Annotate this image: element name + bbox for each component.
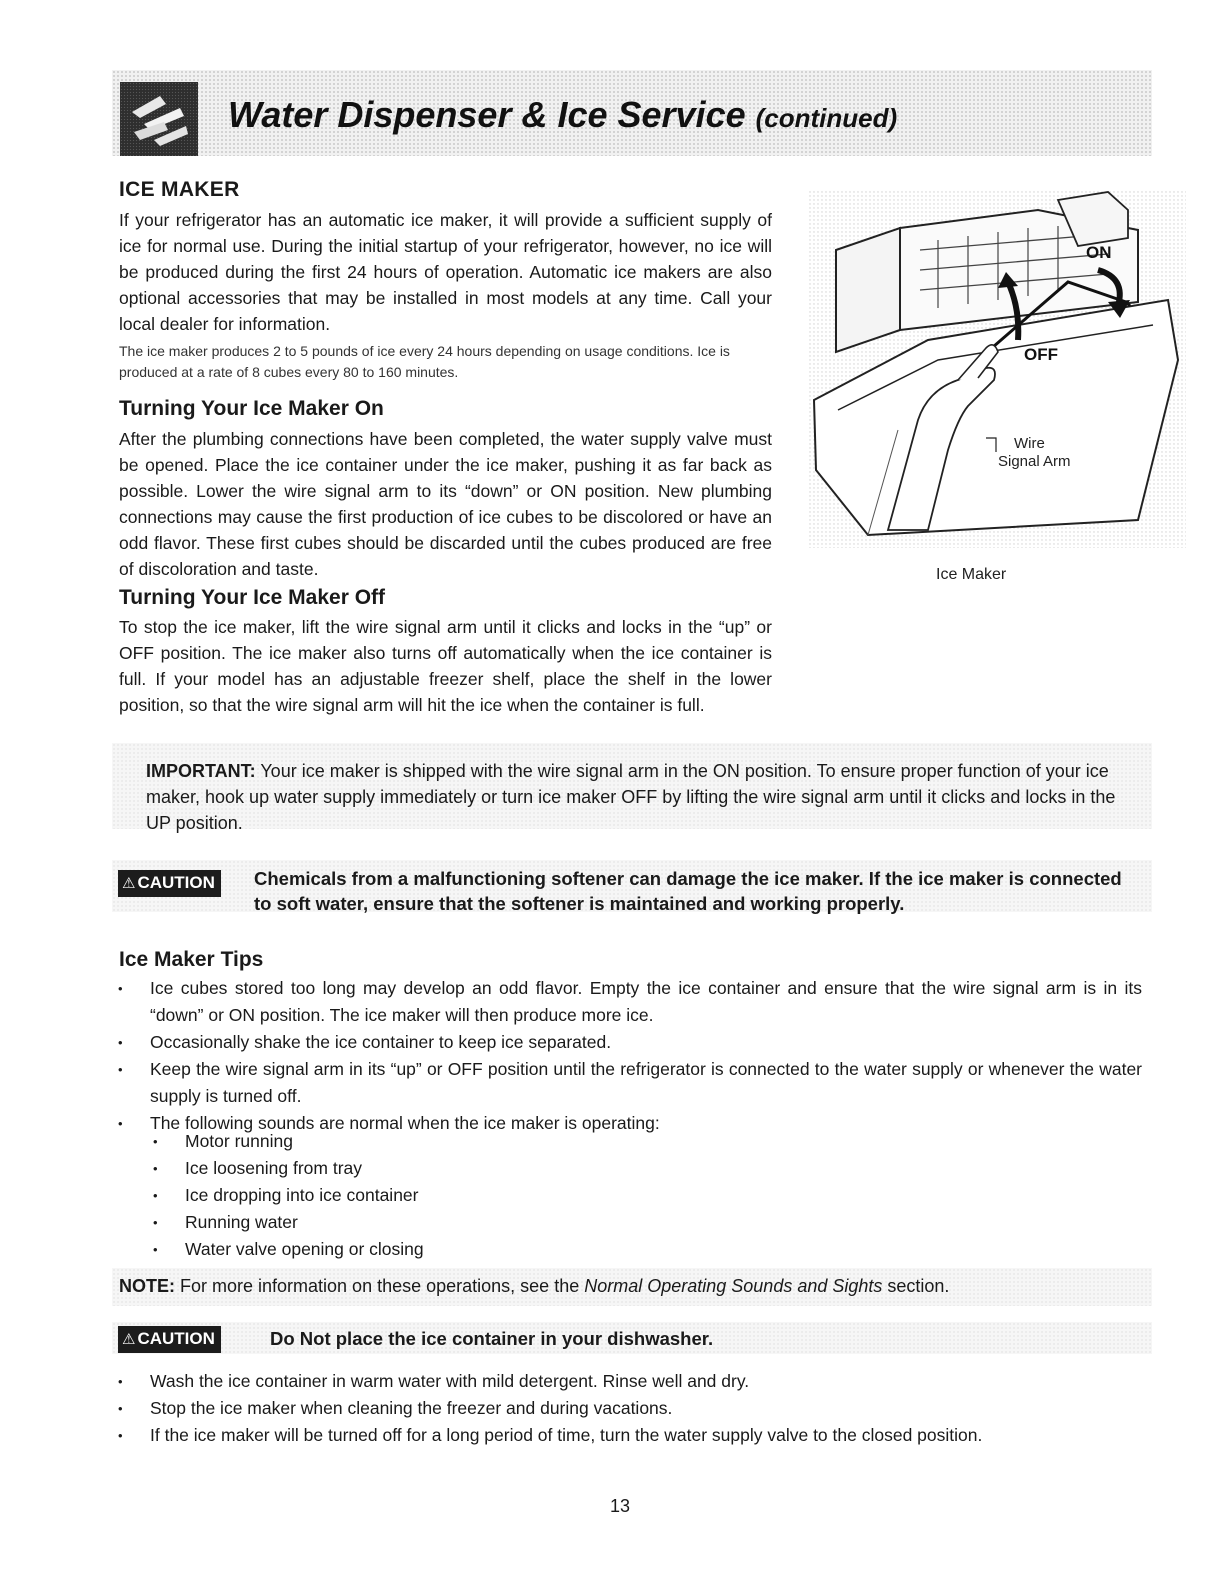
tips-list bbox=[117, 975, 1142, 1137]
ice-chips-icon bbox=[120, 82, 198, 156]
list-item: • Running water bbox=[152, 1209, 652, 1236]
label-on: ON bbox=[1086, 243, 1112, 262]
section-heading-turn-on: Turning Your Ice Maker On bbox=[119, 397, 384, 420]
figure-caption: Ice Maker bbox=[936, 566, 1007, 583]
page-number: 13 bbox=[609, 1496, 631, 1516]
caution-badge bbox=[118, 1326, 221, 1353]
label-wire: Wire bbox=[1014, 435, 1045, 452]
list-item: • Keep the wire signal arm in its “up” or OFF position until the refrigerator is connected to the water supply or whenever the water supply is turned off. bbox=[117, 1056, 1142, 1110]
label-signal-arm: Signal Arm bbox=[998, 453, 1071, 470]
caution-badge bbox=[118, 870, 221, 897]
section-heading-tips: Ice Maker Tips bbox=[119, 948, 264, 971]
note-text-after: section. bbox=[882, 1276, 950, 1296]
caution-badge-label: CAUTION bbox=[137, 873, 215, 892]
capacity-note: The ice maker produces 2 to 5 pounds of ice every 24 hours depending on usage conditions. Ice is produced at a rate of 8 cubes every 80 to 160 minutes. bbox=[119, 343, 730, 380]
page-title bbox=[228, 94, 897, 136]
list-item: • Ice cubes stored too long may develop an odd flavor. Empty the ice container and ensure that the wire signal arm is in its “down” or ON position. The ice maker will then produce more ice. bbox=[117, 975, 1142, 1029]
intro-paragraph: If your refrigerator has an automatic ice maker, it will provide a sufficient supply of ice for normal use. During the initial startup of your refrigerator, however, no ice will be produced during the first 24 hours of operation. Automatic ice makers are also optional accessories that may be installed in most models at any time. Call your local dealer for information. bbox=[119, 210, 772, 334]
warning-triangle-icon: ⚠ bbox=[122, 875, 136, 892]
list-item: • If the ice maker will be turned off for a long period of time, turn the water supply valve to the closed position. bbox=[117, 1422, 1142, 1449]
caution-badge-label: CAUTION bbox=[137, 1329, 215, 1348]
caution-text-softener: Chemicals from a malfunctioning softener can damage the ice maker. If the ice maker is connected to soft water, ensure that the softener is maintained and working properly. bbox=[254, 868, 1122, 914]
section-heading-ice-maker: ICE MAKER bbox=[119, 178, 240, 201]
turn-on-paragraph: After the plumbing connections have been completed, the water supply valve must be opened. Place the ice container under the ice maker, pushing it as far back as possible. Lower the wire signal arm to its “down” or ON position. New plumbing connections may cause the first production of ice cubes to be discolored or have an odd flavor. These first cubes should be discarded until the cubes produced are free of discoloration and taste. bbox=[119, 429, 772, 579]
warning-triangle-icon: ⚠ bbox=[122, 1331, 136, 1348]
list-item: • Occasionally shake the ice container to keep ice separated. bbox=[117, 1029, 1142, 1056]
title-continued: (continued) bbox=[755, 103, 898, 133]
important-label: IMPORTANT: bbox=[146, 761, 256, 781]
list-item: • The following sounds are normal when the ice maker is operating: bbox=[117, 1110, 1142, 1137]
list-item: • Ice loosening from tray bbox=[152, 1155, 652, 1182]
note-label: NOTE: bbox=[119, 1276, 175, 1296]
label-off: OFF bbox=[1024, 345, 1058, 364]
note bbox=[119, 1276, 949, 1297]
note-section-reference: Normal Operating Sounds and Sights bbox=[584, 1276, 883, 1296]
ice-maker-illustration bbox=[808, 190, 1186, 548]
turn-off-paragraph: To stop the ice maker, lift the wire signal arm until it clicks and locks in the “up” or OFF position. The ice maker also turns off automatically when the ice container is full. If your model has an adjustable freezer shelf, place the shelf in the lower position, so that the wire signal arm will hit the ice when the container is full. bbox=[119, 617, 772, 715]
title-main: Water Dispenser & Ice Service bbox=[228, 94, 746, 135]
list-item: • Motor running bbox=[152, 1128, 652, 1155]
section-heading-turn-off: Turning Your Ice Maker Off bbox=[119, 586, 386, 609]
sounds-list bbox=[152, 1128, 652, 1263]
cleaning-list bbox=[117, 1368, 1142, 1449]
list-item: • Stop the ice maker when cleaning the freezer and during vacations. bbox=[117, 1395, 1142, 1422]
important-notice bbox=[146, 758, 1124, 836]
caution-text-dishwasher: Do Not place the ice container in your dishwasher. bbox=[270, 1328, 714, 1349]
important-text: Your ice maker is shipped with the wire signal arm in the ON position. To ensure proper function of your ice maker, hook up water supply immediately or turn ice maker OFF by lifting the wire signal arm until it clicks and locks in the UP position. bbox=[146, 761, 1116, 833]
list-item: • Ice dropping into ice container bbox=[152, 1182, 652, 1209]
list-item: • Water valve opening or closing bbox=[152, 1236, 652, 1263]
note-text-before: For more information on these operations, see the bbox=[175, 1276, 585, 1296]
list-item: • Wash the ice container in warm water with mild detergent. Rinse well and dry. bbox=[117, 1368, 1142, 1395]
